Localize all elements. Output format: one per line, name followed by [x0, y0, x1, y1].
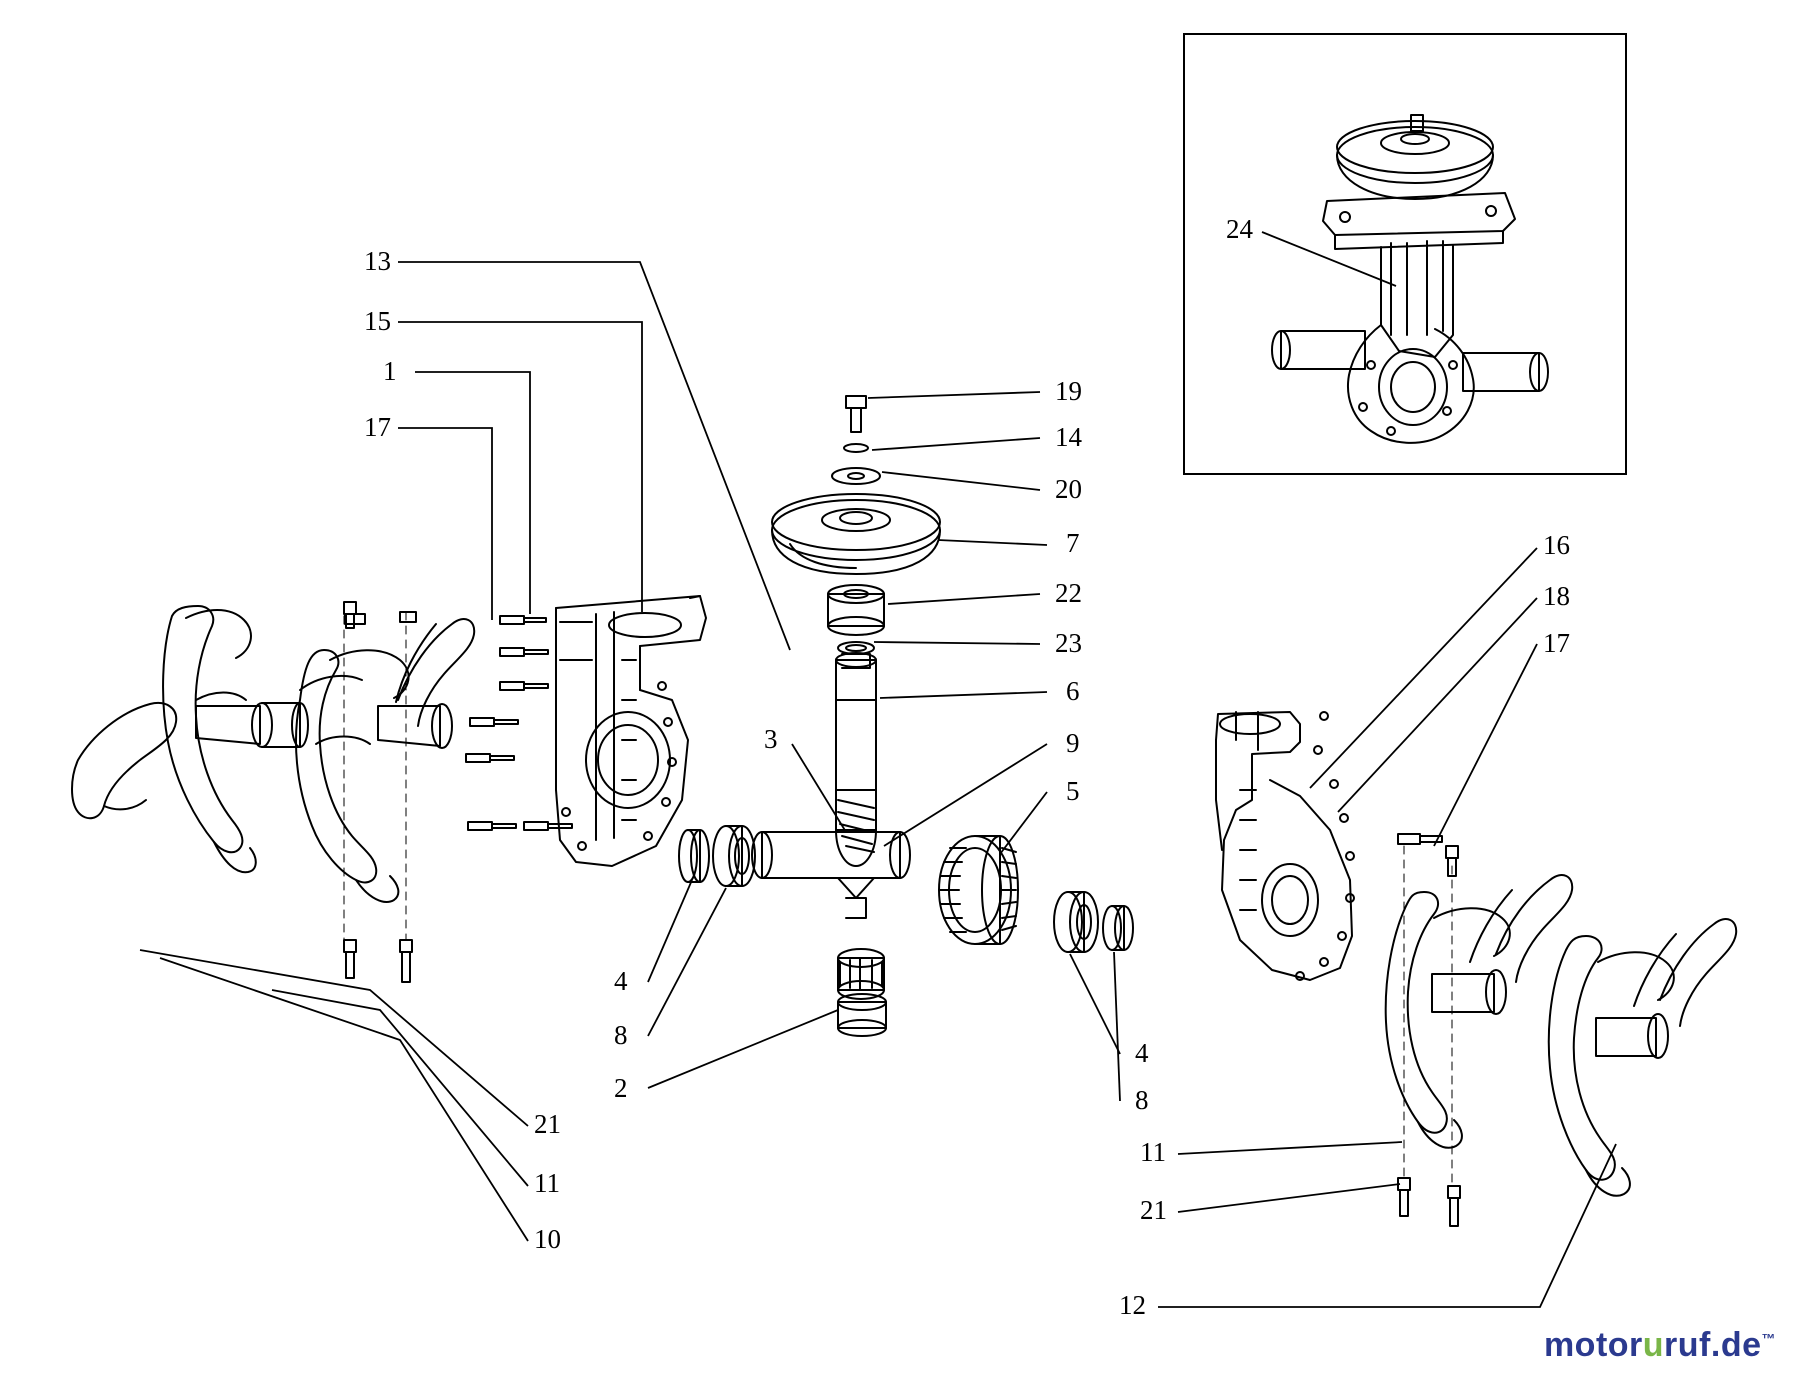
- callout-8-right: 8: [1135, 1085, 1149, 1115]
- callout-9: 9: [1066, 728, 1080, 758]
- callout-22: 22: [1055, 578, 1082, 608]
- leader-18: [1338, 598, 1537, 812]
- callout-3: 3: [764, 724, 778, 754]
- callout-24: 24: [1226, 214, 1253, 244]
- callout-19: 19: [1055, 376, 1082, 406]
- watermark-motor: motor: [1543, 1326, 1643, 1364]
- leader-21-right: [1178, 1184, 1400, 1212]
- callout-7: 7: [1066, 528, 1080, 558]
- callout-17-left: 17: [364, 412, 391, 442]
- leader-4-right: [1070, 954, 1120, 1054]
- callout-5: 5: [1066, 776, 1080, 806]
- watermark-u: u: [1642, 1326, 1665, 1364]
- leader-22: [888, 594, 1040, 604]
- leader-15: [398, 322, 642, 612]
- watermark-de: .de: [1710, 1326, 1762, 1364]
- leader-20: [882, 472, 1040, 490]
- inset-artwork: [1185, 35, 1625, 473]
- leader-14: [872, 438, 1040, 450]
- callout-1: 1: [383, 356, 397, 386]
- callout-23: 23: [1055, 628, 1082, 658]
- callout-18: 18: [1543, 581, 1570, 611]
- leader-7: [938, 540, 1047, 545]
- callout-8-left: 8: [614, 1020, 628, 1050]
- callout-10: 10: [534, 1224, 561, 1254]
- callout-21-right: 21: [1140, 1195, 1167, 1225]
- leader-12: [1158, 1144, 1616, 1307]
- leader-16: [1310, 548, 1537, 788]
- leader-11-left: [272, 990, 528, 1186]
- leader-8-left: [648, 888, 726, 1036]
- watermark: [1544, 1326, 1776, 1365]
- leader-17-left: [398, 428, 492, 620]
- leader-4-left: [648, 880, 692, 982]
- leader-8-right: [1114, 952, 1120, 1101]
- callout-15: 15: [364, 306, 391, 336]
- leader-9: [884, 744, 1047, 846]
- leader-3: [792, 744, 846, 832]
- callout-21-left: 21: [534, 1109, 561, 1139]
- inset-detail-24: [1183, 33, 1627, 475]
- callout-14: 14: [1055, 422, 1082, 452]
- leader-13: [398, 262, 790, 650]
- callout-4-right: 4: [1135, 1038, 1149, 1068]
- callout-11-left: 11: [534, 1168, 560, 1198]
- callout-17-right: 17: [1543, 628, 1570, 658]
- callout-12: 12: [1119, 1290, 1146, 1320]
- leader-6: [880, 692, 1047, 698]
- callout-11-right: 11: [1140, 1137, 1166, 1167]
- callout-13: 13: [364, 246, 391, 276]
- leader-5: [1000, 792, 1047, 854]
- leader-23: [874, 642, 1040, 644]
- callout-20: 20: [1055, 474, 1082, 504]
- watermark-ruf: ruf: [1664, 1326, 1711, 1364]
- watermark-trademark: ™: [1761, 1330, 1776, 1347]
- leader-2: [648, 1010, 838, 1088]
- leader-11-right: [1178, 1142, 1402, 1154]
- callout-2: 2: [614, 1073, 628, 1103]
- callout-4-left: 4: [614, 966, 628, 996]
- leader-19: [868, 392, 1040, 398]
- leader-21-left: [140, 950, 528, 1126]
- callout-16: 16: [1543, 530, 1570, 560]
- callout-6: 6: [1066, 676, 1080, 706]
- leader-17-right: [1434, 644, 1537, 846]
- leader-1: [415, 372, 530, 614]
- leader-10: [160, 958, 528, 1241]
